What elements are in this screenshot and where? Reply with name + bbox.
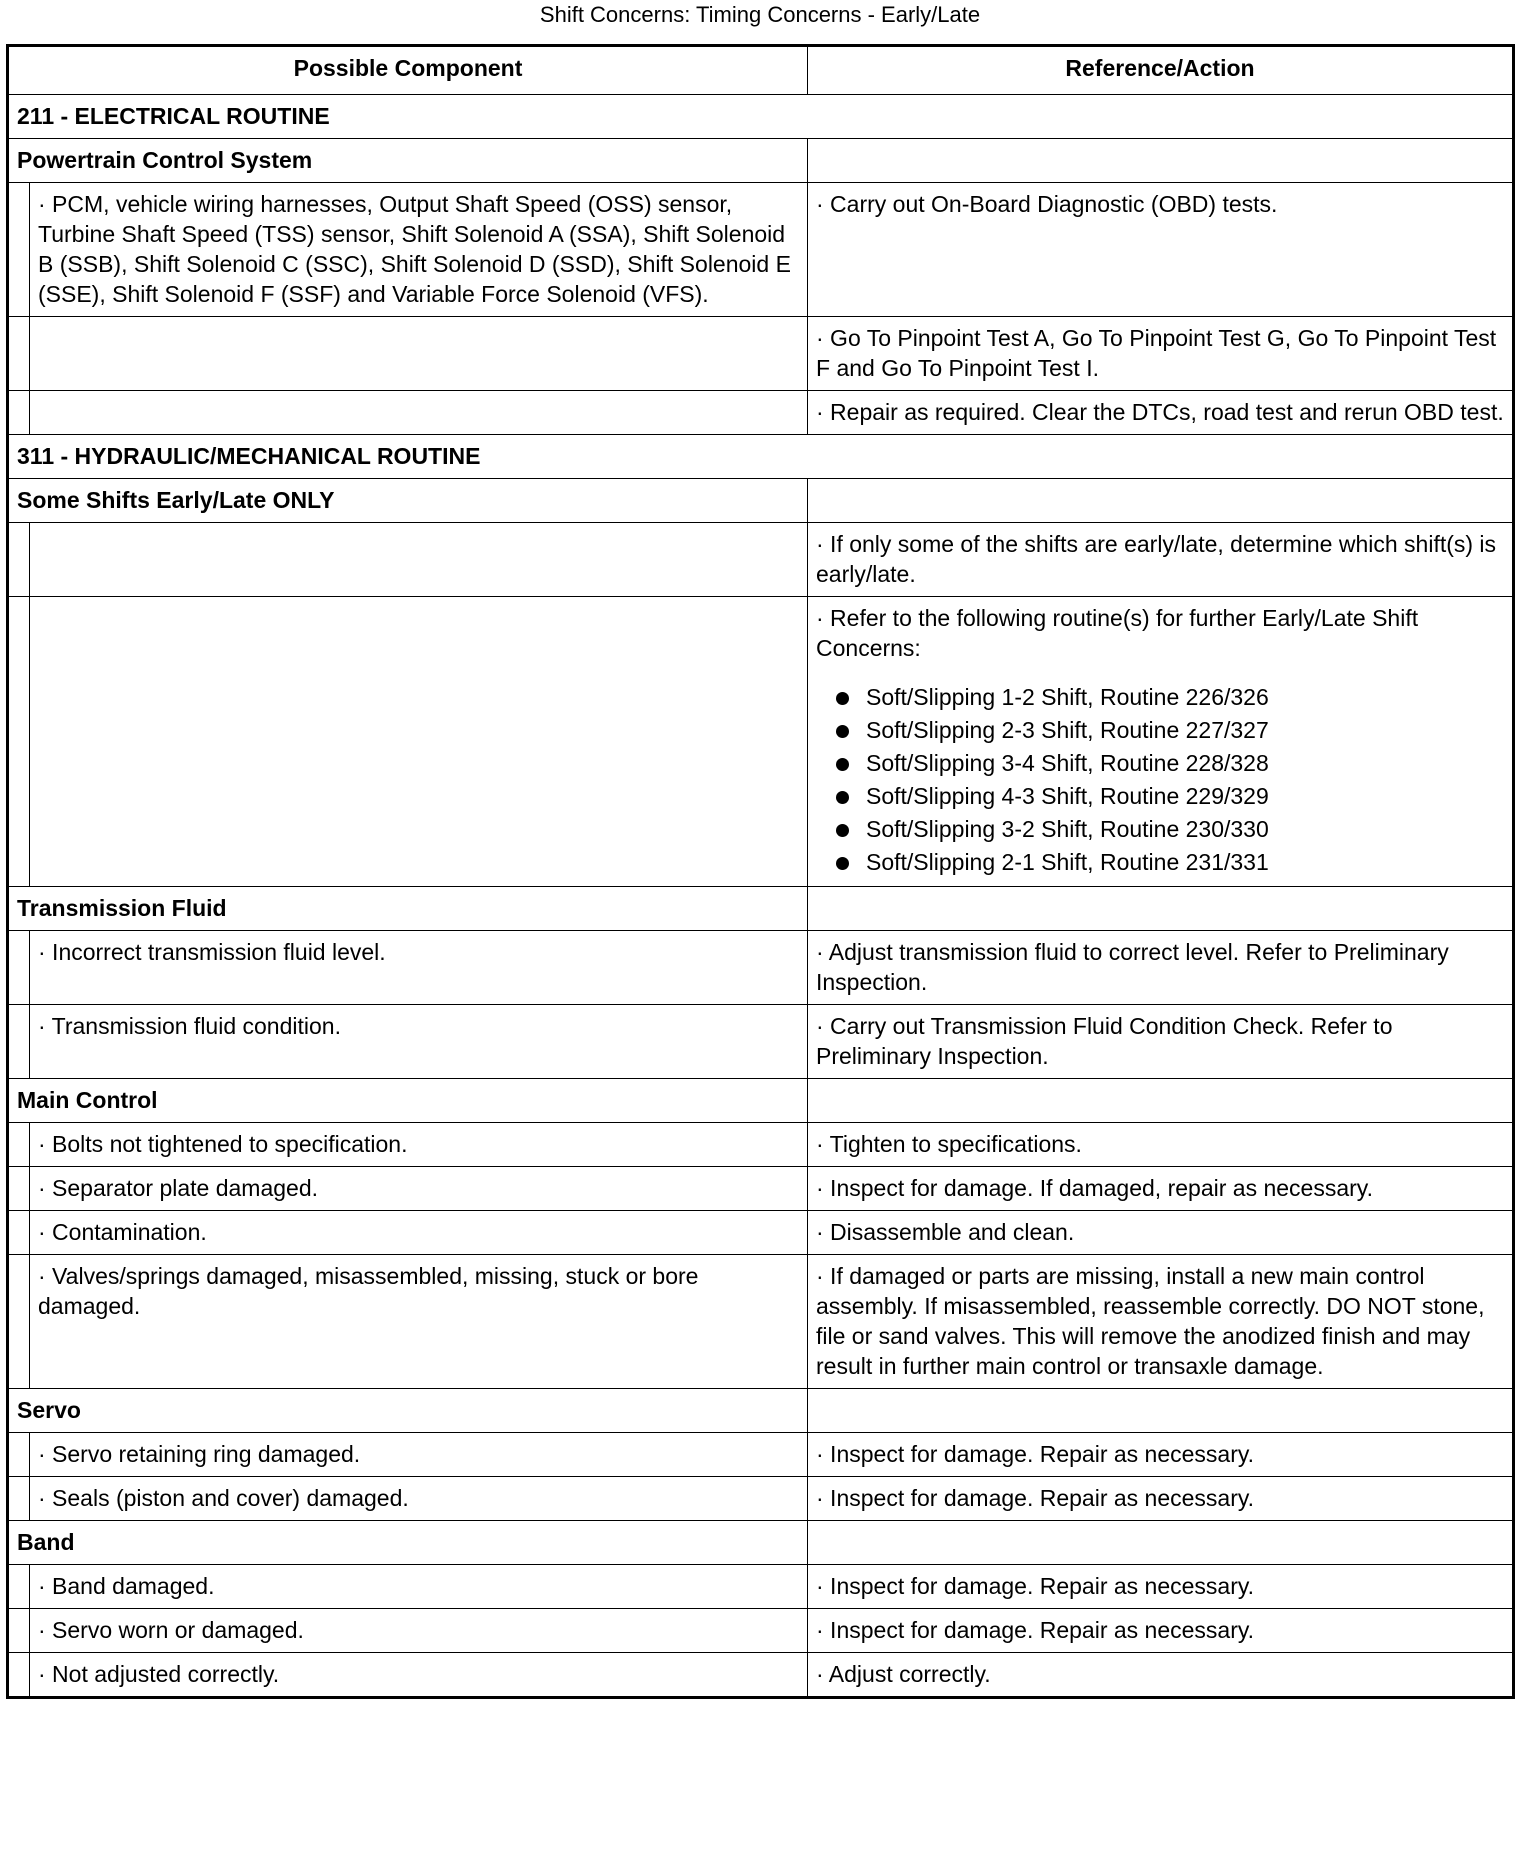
component-cell: [30, 597, 808, 887]
table-header-row: [8, 46, 1514, 95]
group-band: Band: [8, 1521, 808, 1565]
component-cell: · Separator plate damaged.: [30, 1167, 808, 1211]
table-row: [8, 1255, 1514, 1389]
component-cell: · Bolts not tightened to specification.: [30, 1123, 808, 1167]
list-item: Soft/Slipping 3-2 Shift, Routine 230/330: [816, 813, 1504, 846]
group-powertrain-control-system: Powertrain Control System: [8, 139, 808, 183]
list-item: Soft/Slipping 1-2 Shift, Routine 226/326: [816, 681, 1504, 714]
list-item: Soft/Slipping 3-4 Shift, Routine 228/328: [816, 747, 1504, 780]
diagnostic-table: [6, 44, 1515, 1699]
table-row: [8, 1477, 1514, 1521]
table-row: [8, 1565, 1514, 1609]
table-row: [8, 931, 1514, 1005]
table-row: [8, 523, 1514, 597]
indent-cell: [8, 523, 30, 597]
routine-211-label: 211 - ELECTRICAL ROUTINE: [8, 95, 1514, 139]
indent-cell: [8, 1653, 30, 1698]
routine-311-label: 311 - HYDRAULIC/MECHANICAL ROUTINE: [8, 435, 1514, 479]
action-cell: · Adjust transmission fluid to correct level. Refer to Preliminary Inspection.: [808, 931, 1514, 1005]
group-empty-cell: [808, 139, 1514, 183]
action-cell: · Disassemble and clean.: [808, 1211, 1514, 1255]
table-row: [8, 183, 1514, 317]
action-cell: · Inspect for damage. If damaged, repair as necessary.: [808, 1167, 1514, 1211]
component-cell: · Servo retaining ring damaged.: [30, 1433, 808, 1477]
component-cell: [30, 317, 808, 391]
group-empty-cell: [808, 1079, 1514, 1123]
page-title: Shift Concerns: Timing Concerns - Early/Late: [539, 2, 981, 27]
group-servo: Servo: [8, 1389, 808, 1433]
group-row: [8, 1079, 1514, 1123]
indent-cell: [8, 597, 30, 887]
routine-row: [8, 435, 1514, 479]
header-possible-component: Possible Component: [8, 46, 808, 95]
table-row: [8, 317, 1514, 391]
action-cell: · Inspect for damage. Repair as necessary.: [808, 1565, 1514, 1609]
component-cell: · Seals (piston and cover) damaged.: [30, 1477, 808, 1521]
table-row: [8, 1123, 1514, 1167]
table-row: [8, 1653, 1514, 1698]
action-cell: · Repair as required. Clear the DTCs, road test and rerun OBD test.: [808, 391, 1514, 435]
group-row: [8, 479, 1514, 523]
indent-cell: [8, 183, 30, 317]
group-row: [8, 887, 1514, 931]
action-cell: · If only some of the shifts are early/late, determine which shift(s) is early/late.: [808, 523, 1514, 597]
action-cell: · Inspect for damage. Repair as necessary.: [808, 1609, 1514, 1653]
indent-cell: [8, 317, 30, 391]
indent-cell: [8, 1433, 30, 1477]
action-cell: · Carry out On-Board Diagnostic (OBD) tests.: [808, 183, 1514, 317]
group-main-control: Main Control: [8, 1079, 808, 1123]
group-empty-cell: [808, 479, 1514, 523]
indent-cell: [8, 1477, 30, 1521]
routine-reference-list: [816, 681, 1504, 879]
header-reference-action: Reference/Action: [808, 46, 1514, 95]
indent-cell: [8, 1211, 30, 1255]
component-cell: · Valves/springs damaged, misassembled, missing, stuck or bore damaged.: [30, 1255, 808, 1389]
group-some-shifts: Some Shifts Early/Late ONLY: [8, 479, 808, 523]
list-item: Soft/Slipping 4-3 Shift, Routine 229/329: [816, 780, 1504, 813]
component-cell: · Incorrect transmission fluid level.: [30, 931, 808, 1005]
indent-cell: [8, 391, 30, 435]
routine-row: [8, 95, 1514, 139]
component-cell: · Transmission fluid condition.: [30, 1005, 808, 1079]
list-item: Soft/Slipping 2-1 Shift, Routine 231/331: [816, 846, 1504, 879]
group-row: [8, 139, 1514, 183]
action-cell: · If damaged or parts are missing, install a new main control assembly. If misassembled, reassemble correctly. DO NOT stone, file or sand valves. This will remove the anodized finish and may result in further main control or transaxle damage.: [808, 1255, 1514, 1389]
table-row: [8, 597, 1514, 887]
action-cell: · Inspect for damage. Repair as necessary.: [808, 1433, 1514, 1477]
component-cell: · Servo worn or damaged.: [30, 1609, 808, 1653]
component-cell: [30, 523, 808, 597]
component-cell: · Not adjusted correctly.: [30, 1653, 808, 1698]
table-row: [8, 1609, 1514, 1653]
table-row: [8, 391, 1514, 435]
indent-cell: [8, 1123, 30, 1167]
group-transmission-fluid: Transmission Fluid: [8, 887, 808, 931]
group-empty-cell: [808, 887, 1514, 931]
group-row: [8, 1389, 1514, 1433]
table-row: [8, 1211, 1514, 1255]
component-cell: · Band damaged.: [30, 1565, 808, 1609]
action-cell: · Inspect for damage. Repair as necessary.: [808, 1477, 1514, 1521]
indent-cell: [8, 1565, 30, 1609]
group-empty-cell: [808, 1389, 1514, 1433]
list-item: Soft/Slipping 2-3 Shift, Routine 227/327: [816, 714, 1504, 747]
indent-cell: [8, 1255, 30, 1389]
component-cell: [30, 391, 808, 435]
action-cell: · Adjust correctly.: [808, 1653, 1514, 1698]
action-text: · Refer to the following routine(s) for further Early/Late Shift Concerns:: [816, 605, 1419, 661]
indent-cell: [8, 931, 30, 1005]
group-empty-cell: [808, 1521, 1514, 1565]
indent-cell: [8, 1005, 30, 1079]
indent-cell: [8, 1167, 30, 1211]
table-row: [8, 1005, 1514, 1079]
action-cell: · Tighten to specifications.: [808, 1123, 1514, 1167]
table-row: [8, 1167, 1514, 1211]
group-row: [8, 1521, 1514, 1565]
action-cell: [808, 597, 1514, 887]
action-cell: · Go To Pinpoint Test A, Go To Pinpoint Test G, Go To Pinpoint Test F and Go To Pinpoint Test I.: [808, 317, 1514, 391]
component-cell: · Contamination.: [30, 1211, 808, 1255]
action-cell: · Carry out Transmission Fluid Condition Check. Refer to Preliminary Inspection.: [808, 1005, 1514, 1079]
component-cell: · PCM, vehicle wiring harnesses, Output Shaft Speed (OSS) sensor, Turbine Shaft Speed (TSS) sensor, Shift Solenoid A (SSA), Shift Solenoid B (SSB), Shift Solenoid C (SSC), Shift Solenoid D (SSD), Shift Solenoid E (SSE), Shift Solenoid F (SSF) and Variable Force Solenoid (VFS).: [30, 183, 808, 317]
indent-cell: [8, 1609, 30, 1653]
table-row: [8, 1433, 1514, 1477]
